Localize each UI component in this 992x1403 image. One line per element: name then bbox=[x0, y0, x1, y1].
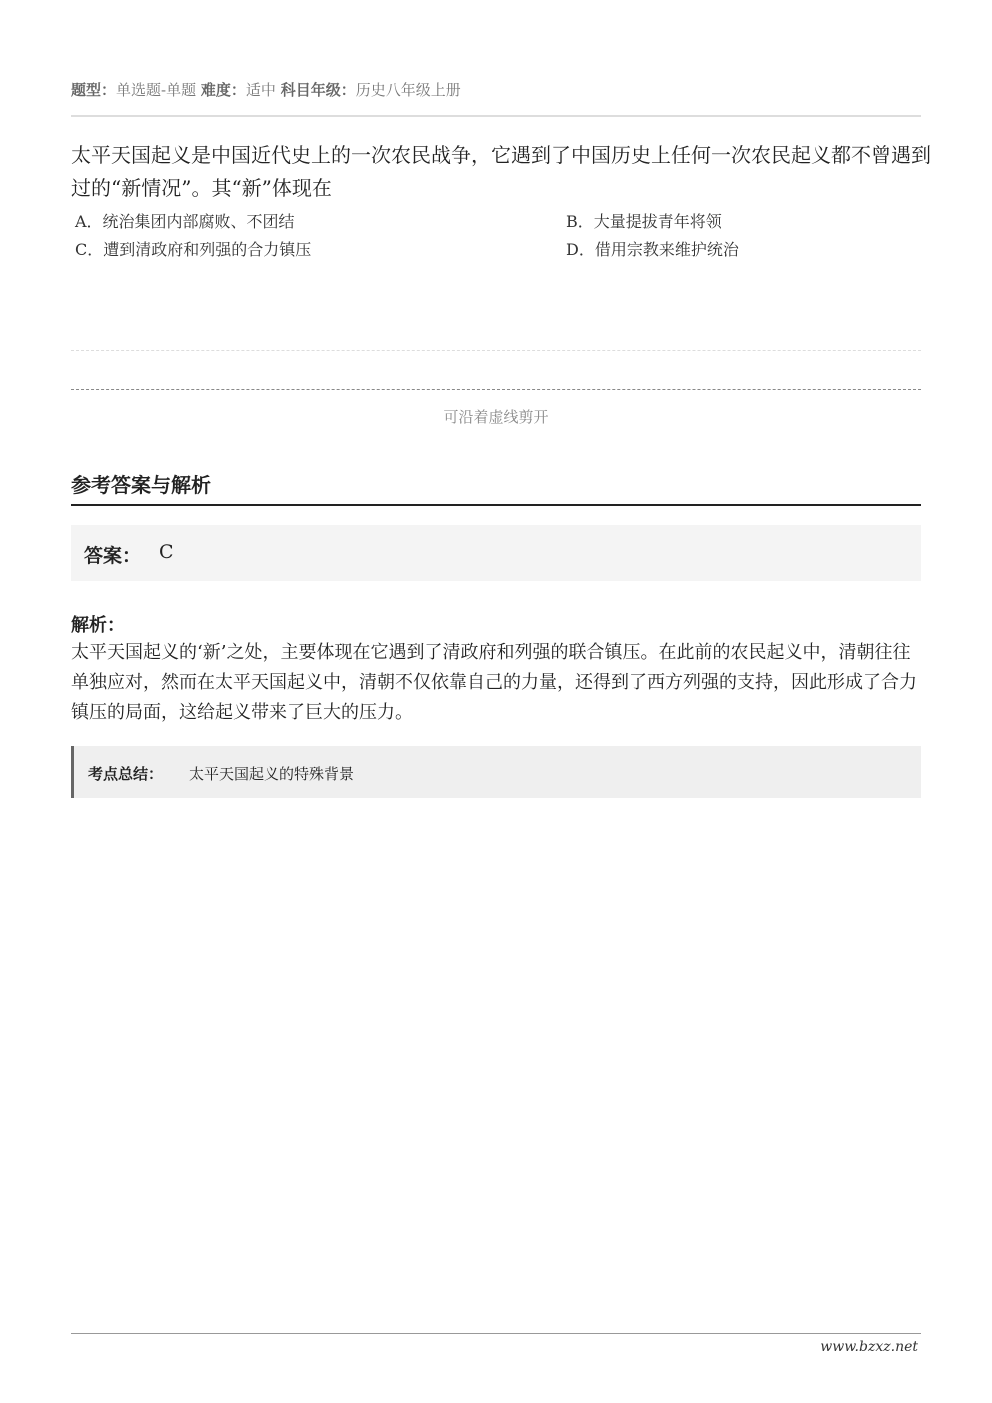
type-label: 题型： bbox=[71, 81, 117, 99]
answer-space-line bbox=[71, 350, 921, 351]
analysis-label: 解析： bbox=[71, 615, 125, 636]
type-value: 单选题-单题 bbox=[116, 81, 197, 99]
cut-line bbox=[71, 389, 921, 390]
subject-value: 历史八年级上册 bbox=[355, 81, 461, 99]
section-title: 参考答案与解析 bbox=[71, 473, 211, 497]
difficulty-value: 适中 bbox=[245, 81, 276, 99]
cut-hint: 可沿着虚线剪开 bbox=[443, 408, 549, 426]
question-meta bbox=[71, 79, 461, 100]
answer-value: C bbox=[159, 541, 174, 563]
summary-box bbox=[71, 746, 921, 798]
summary-label: 考点总结： bbox=[88, 765, 164, 783]
option-c: C．遭到清政府和列强的合力镇压 bbox=[75, 240, 312, 259]
summary-value: 太平天国起义的特殊背景 bbox=[189, 765, 355, 783]
divider bbox=[71, 115, 921, 117]
answer-box bbox=[71, 525, 921, 581]
section-divider bbox=[71, 504, 921, 506]
option-d: D．借用宗教来维护统治 bbox=[566, 240, 739, 259]
question-stem: 太平天国起义是中国近代史上的一次农民战争，它遇到了中国历史上任何一次农民起义都不曾遇到过的“新情况”。其“新”体现在 bbox=[71, 143, 931, 200]
option-a: A．统治集团内部腐败、不团结 bbox=[75, 212, 295, 231]
difficulty-label: 难度： bbox=[200, 81, 246, 99]
answer-label: 答案： bbox=[84, 545, 142, 567]
subject-label: 科目年级： bbox=[280, 81, 356, 99]
footer-divider bbox=[71, 1333, 921, 1334]
footer-site: www.bzxz.net bbox=[820, 1339, 918, 1355]
option-b: B．大量提拔青年将领 bbox=[566, 212, 722, 231]
analysis-text: 太平天国起义的‘新’之处，主要体现在它遇到了清政府和列强的联合镇压。在此前的农民起义中，清朝往往单独应对，然而在太平天国起义中，清朝不仅依靠自己的力量，还得到了西方列强的支持，因此形成了合力镇压的局面，这给起义带来了巨大的压力。 bbox=[71, 642, 917, 723]
